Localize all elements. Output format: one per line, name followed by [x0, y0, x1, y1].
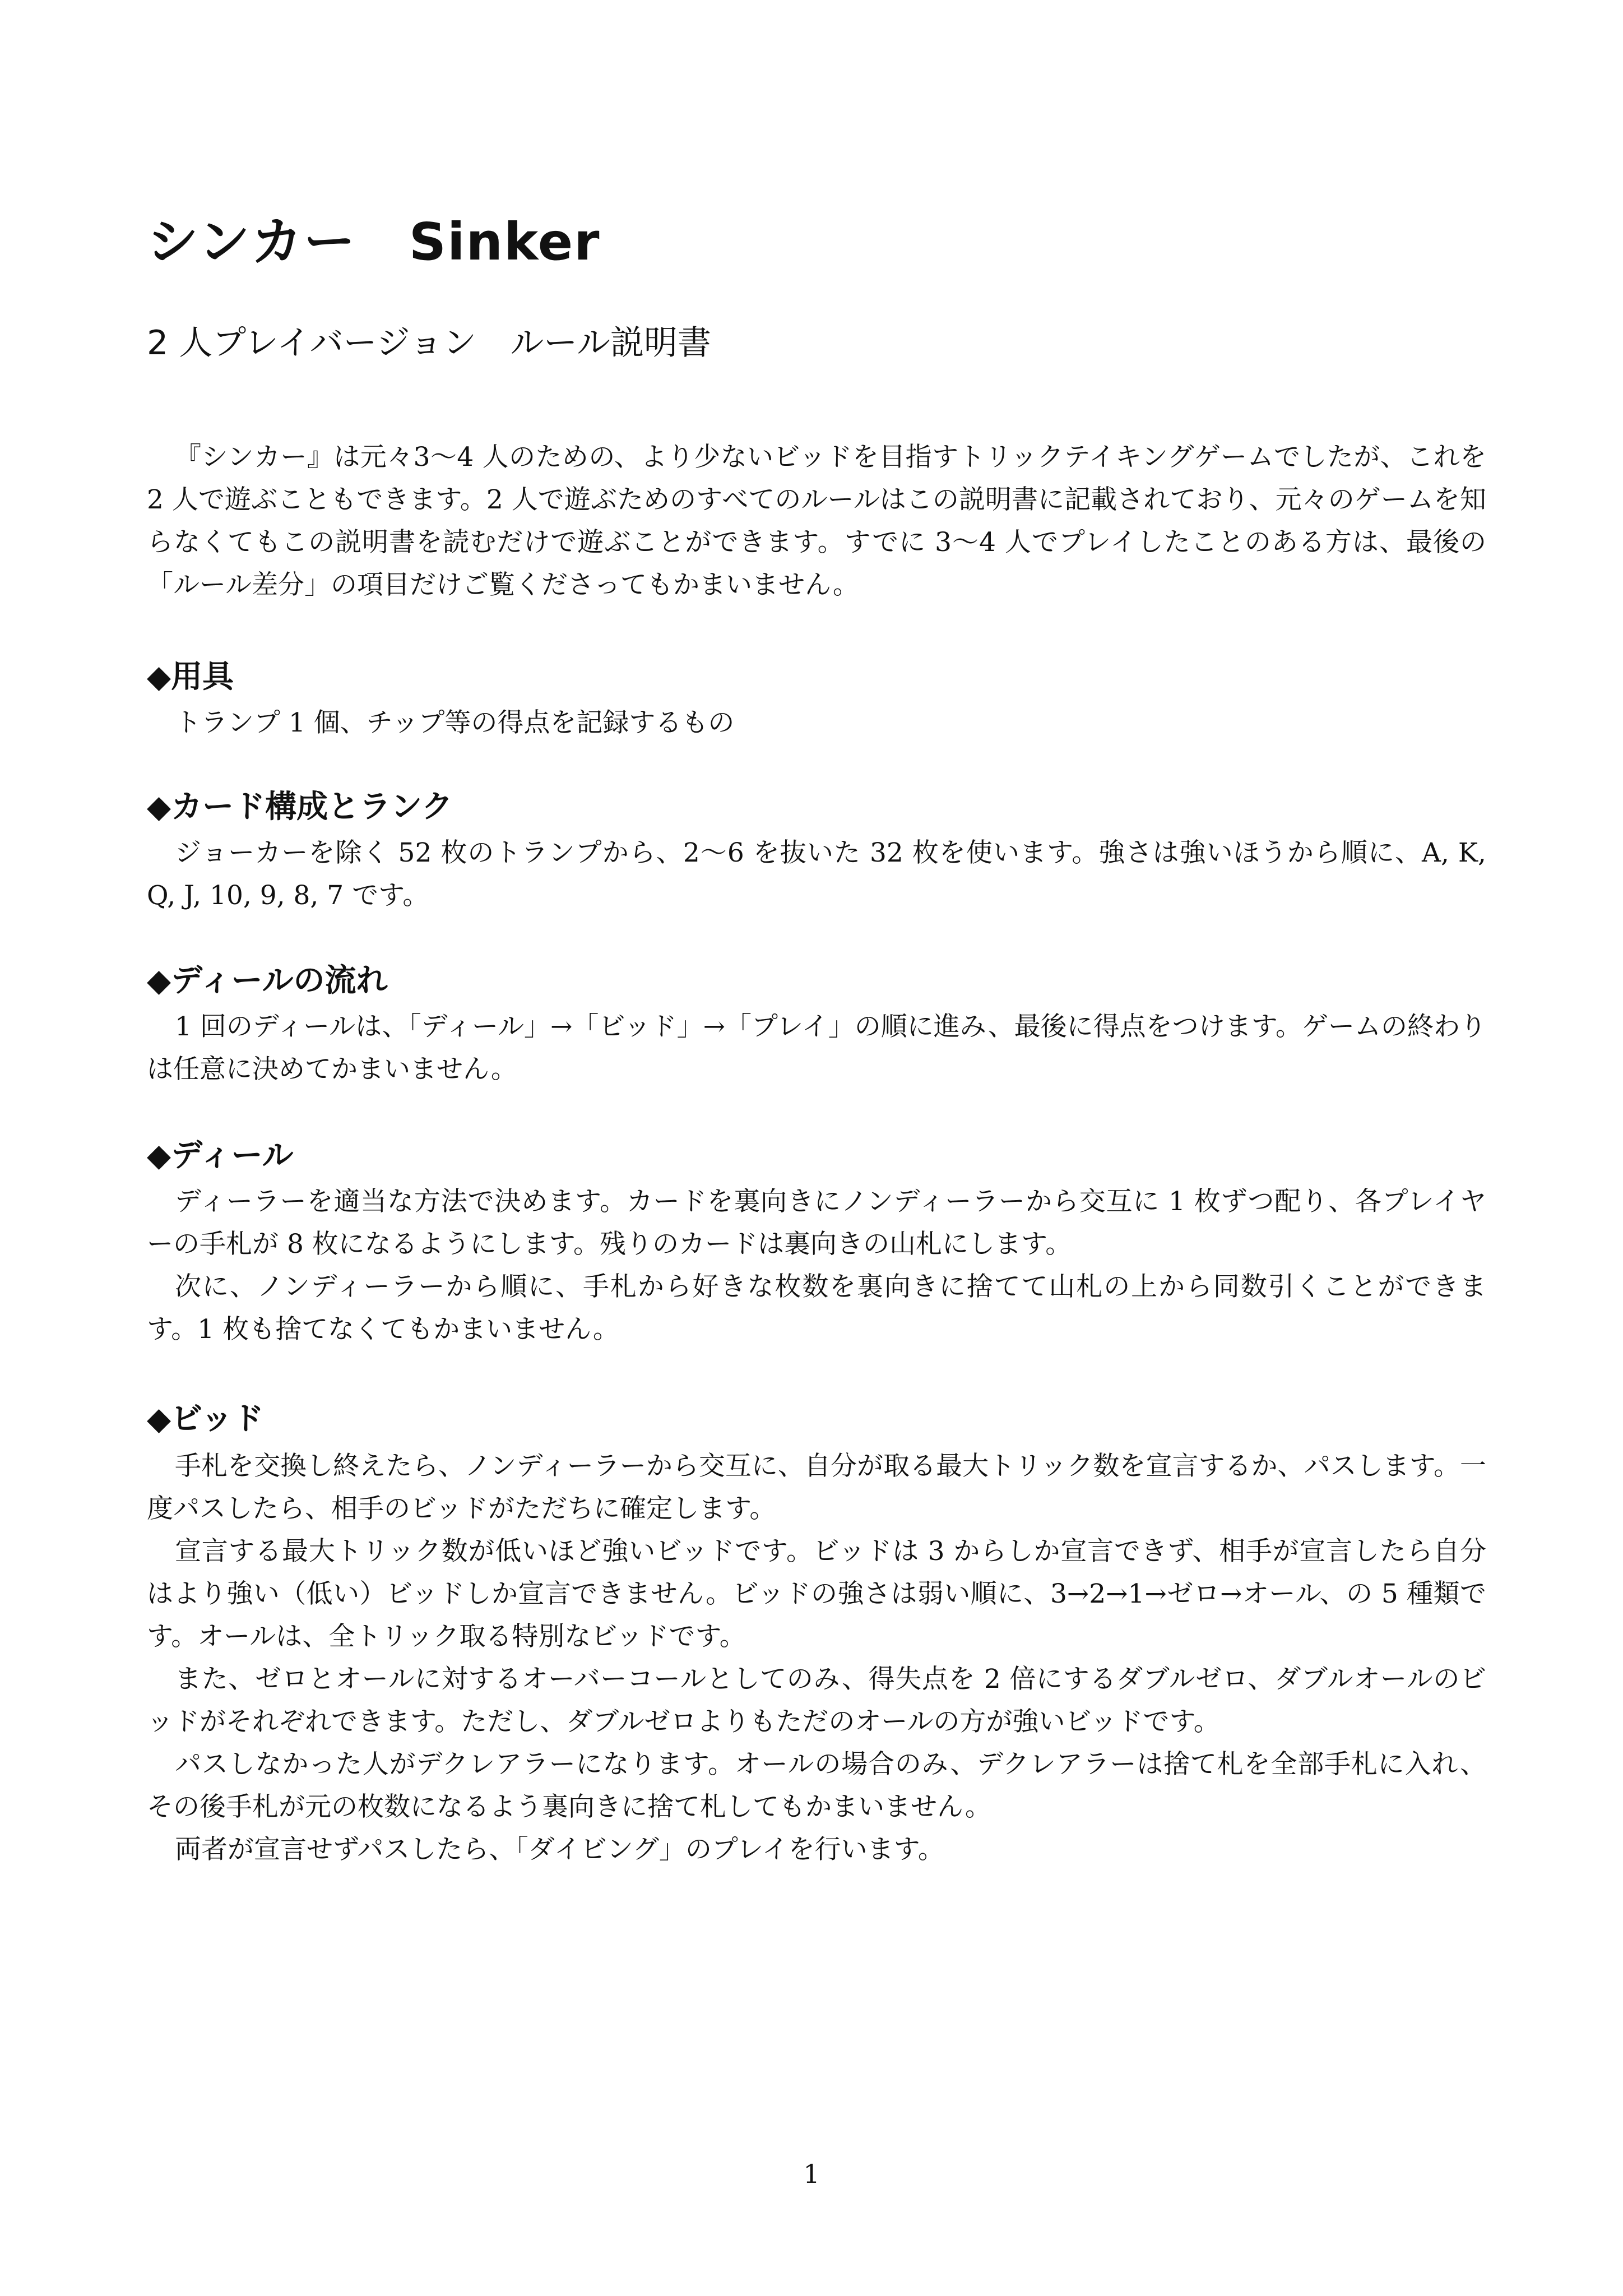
- section-body-card-composition: [147, 832, 1486, 917]
- section-heading-equipment: ◆用具: [147, 659, 234, 695]
- paragraph: ジョーカーを除く 52 枚のトランプから、2〜6 を抜いた 32 枚を使います。強さは強いほうから順に、A, K, Q, J, 10, 9, 8, 7 です。: [147, 837, 1486, 911]
- paragraph: 1 回のディールは、「ディール」→「ビッド」→「プレイ」の順に進み、最後に得点をつけます。ゲームの終わりは任意に決めてかまいません。: [147, 1011, 1486, 1085]
- document-subtitle: 2 人プレイバージョン ルール説明書: [147, 323, 712, 363]
- intro-paragraph: 『シンカー』は元々3〜4 人のための、より少ないビッドを目指すトリックテイキングゲームでしたが、これを 2 人で遊ぶこともできます。2 人で遊ぶためのすべてのルールはこの説明書に記載されており、元々のゲームを知らなくてもこの説明書を読むだけで遊ぶことができます。すでに 3〜4 人でプレイしたことのある方は、最後の「ルール差分」の項目だけご覧くださってもかまいません。: [147, 442, 1486, 600]
- section-body-deal-flow: [147, 1006, 1486, 1091]
- paragraph: ディーラーを適当な方法で決めます。カードを裏向きにノンディーラーから交互に 1 枚ずつ配り、各プレイヤーの手札が 8 枚になるようにします。残りのカードは裏向きの山札にします。: [147, 1186, 1486, 1260]
- paragraph: 両者が宣言せずパスしたら、「ダイビング」のプレイを行います。: [175, 1834, 944, 1865]
- paragraph: 手札を交換し終えたら、ノンディーラーから交互に、自分が取る最大トリック数を宣言するか、パスします。一度パスしたら、相手のビッドがただちに確定します。: [147, 1451, 1486, 1524]
- paragraph: パスしなかった人がデクレアラーになります。オールの場合のみ、デクレアラーは捨て札を全部手札に入れ、その後手札が元の枚数になるよう裏向きに捨て札してもかまいません。: [147, 1749, 1486, 1822]
- section-heading-bid: ◆ビッド: [147, 1401, 264, 1437]
- section-body-deal: [147, 1181, 1486, 1351]
- section-heading-deal: ◆ディール: [147, 1137, 294, 1174]
- section-body-bid: [147, 1445, 1486, 1871]
- paragraph: 次に、ノンディーラーから順に、手札から好きな枚数を裏向きに捨てて山札の上から同数引くことができます。1 枚も捨てなくてもかまいません。: [147, 1271, 1486, 1345]
- section-heading-deal-flow: ◆ディールの流れ: [147, 962, 388, 999]
- page-number: 1: [803, 2159, 820, 2189]
- document-title: シンカー Sinker: [147, 212, 601, 272]
- section-body-equipment: [147, 702, 1486, 744]
- section-heading-card-composition: ◆カード構成とランク: [147, 789, 453, 825]
- paragraph: また、ゼロとオールに対するオーバーコールとしてのみ、得失点を 2 倍にするダブルゼロ、ダブルオールのビッドがそれぞれできます。ただし、ダブルゼロよりもただのオールの方が強いビッドです。: [147, 1664, 1486, 1737]
- intro-block: [147, 436, 1486, 607]
- paragraph: トランプ 1 個、チップ等の得点を記録するもの: [175, 707, 735, 738]
- paragraph: 宣言する最大トリック数が低いほど強いビッドです。ビッドは 3 からしか宣言できず、相手が宣言したら自分はより強い（低い）ビッドしか宣言できません。ビッドの強さは弱い順に、3→2→1→ゼロ→オール、の 5 種類です。オールは、全トリック取る特別なビッドです。: [147, 1536, 1486, 1652]
